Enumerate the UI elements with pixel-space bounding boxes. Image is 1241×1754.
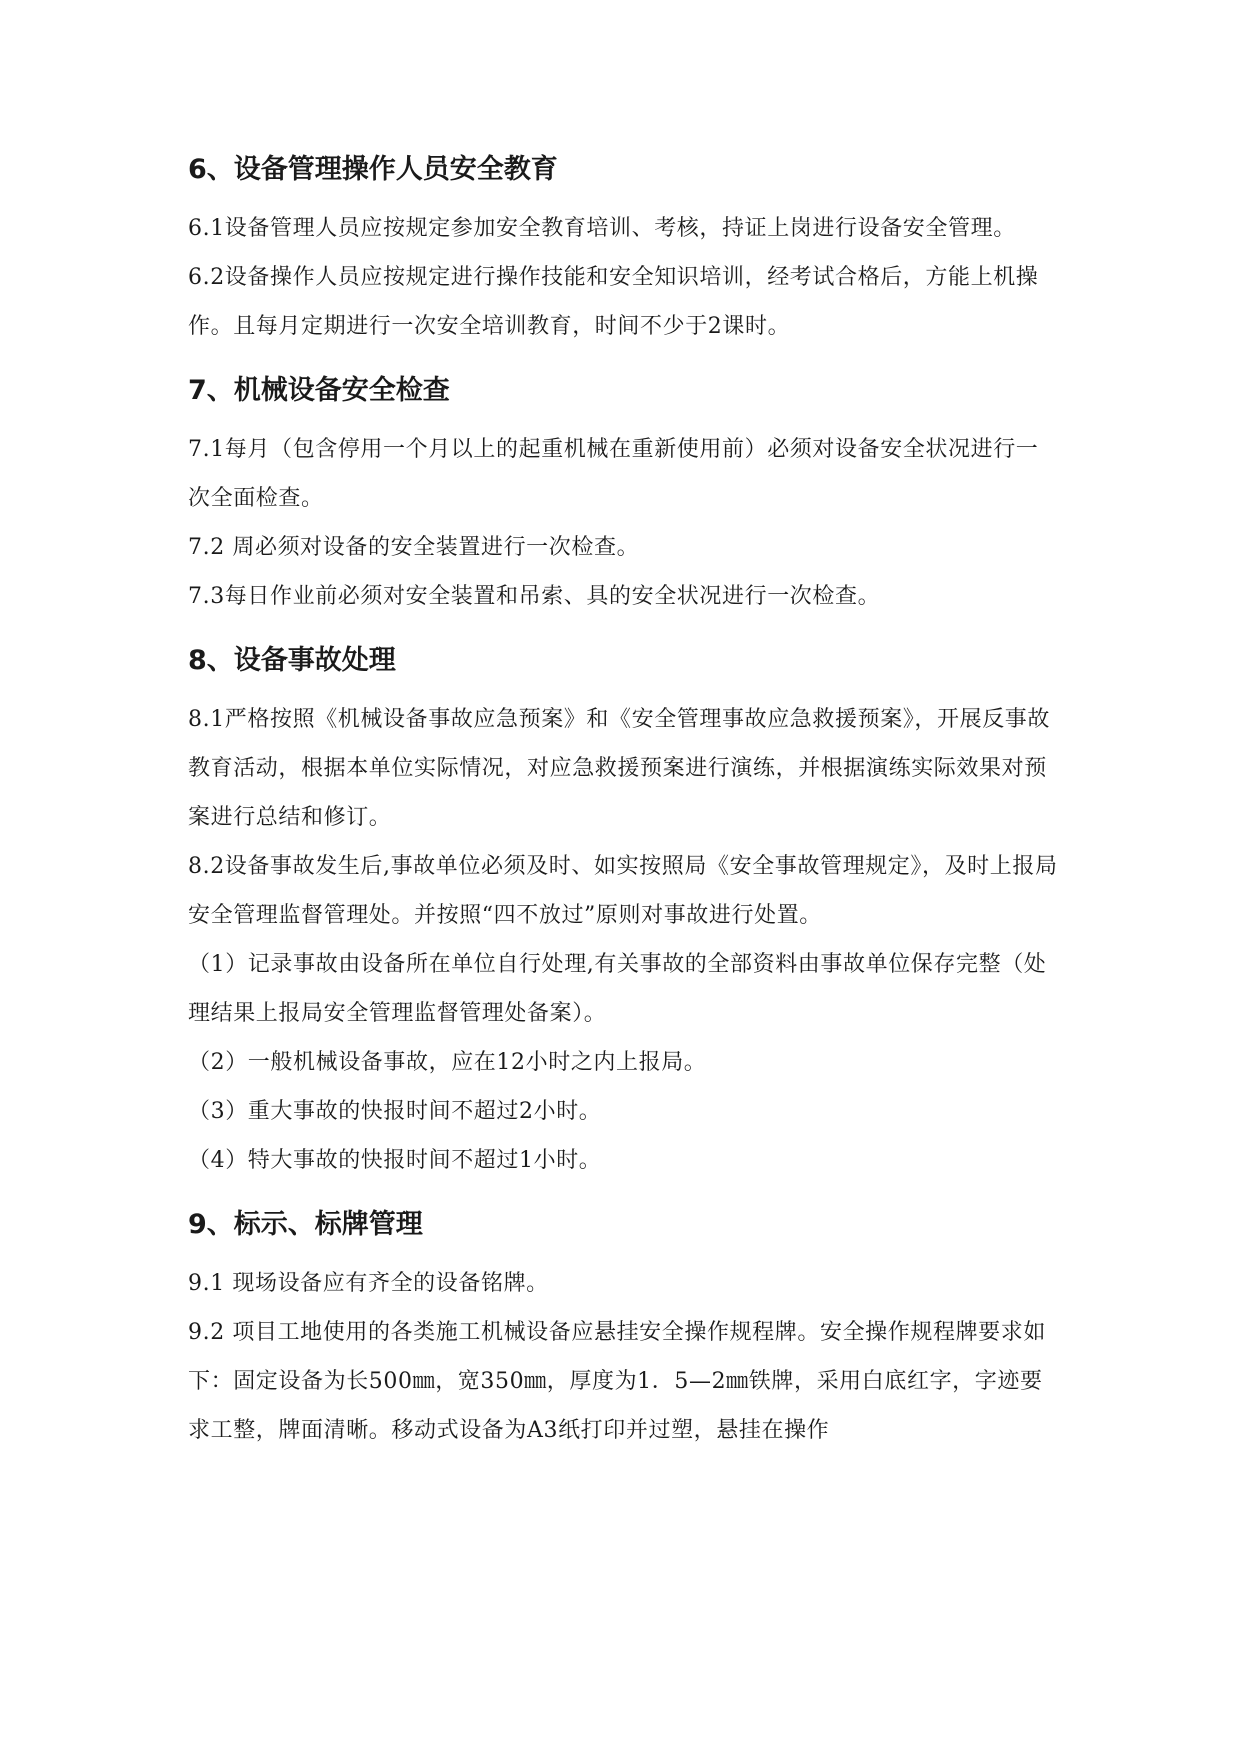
document-page bbox=[188, 150, 1060, 1455]
section-9 bbox=[188, 1205, 1060, 1455]
paragraph-6-1: 6.1设备管理人员应按规定参加安全教育培训、考核，持证上岗进行设备安全管理。 bbox=[188, 216, 1016, 241]
paragraph-8-1: 8.1严格按照《机械设备事故应急预案》和《安全管理事故应急救援预案》，开展反事故教育活动，根据本单位实际情况，对应急救援预案进行演练，并根据演练实际效果对预案进行总结和修订。 bbox=[188, 707, 1050, 830]
paragraph-8-item-2: （2）一般机械设备事故，应在12小时之内上报局。 bbox=[188, 1050, 707, 1075]
section-6 bbox=[188, 150, 1060, 351]
paragraph-8-item-4: （4）特大事故的快报时间不超过1小时。 bbox=[188, 1148, 602, 1173]
paragraph-8-2: 8.2设备事故发生后,事故单位必须及时、如实按照局《安全事故管理规定》，及时上报局安全管理监督管理处。并按照“四不放过”原则对事故进行处置。 bbox=[188, 854, 1058, 928]
paragraph-8-item-3: （3）重大事故的快报时间不超过2小时。 bbox=[188, 1099, 602, 1124]
paragraph-7-1: 7.1每月（包含停用一个月以上的起重机械在重新使用前）必须对设备安全状况进行一次全面检查。 bbox=[188, 437, 1039, 511]
section-heading: 6、设备管理操作人员安全教育 bbox=[188, 154, 558, 185]
section-7 bbox=[188, 371, 1060, 621]
section-heading: 7、机械设备安全检查 bbox=[188, 375, 450, 406]
paragraph-6-2: 6.2设备操作人员应按规定进行操作技能和安全知识培训，经考试合格后，方能上机操作。且每月定期进行一次安全培训教育，时间不少于2课时。 bbox=[188, 265, 1039, 339]
paragraph-7-2: 7.2 周必须对设备的安全装置进行一次检查。 bbox=[188, 535, 640, 560]
section-heading: 9、标示、标牌管理 bbox=[188, 1209, 423, 1240]
paragraph-9-2: 9.2 项目工地使用的各类施工机械设备应悬挂安全操作规程牌。安全操作规程牌要求如下：固定设备为长500㎜，宽350㎜，厚度为1．5—2㎜铁牌，采用白底红字，字迹要求工整，牌面清晰。移动式设备为A3纸打印并过塑，悬挂在操作 bbox=[188, 1320, 1046, 1443]
paragraph-8-item-1: （1）记录事故由设备所在单位自行处理,有关事故的全部资料由事故单位保存完整（处理结果上报局安全管理监督管理处备案）。 bbox=[188, 952, 1047, 1026]
section-8 bbox=[188, 641, 1060, 1185]
paragraph-9-1: 9.1 现场设备应有齐全的设备铭牌。 bbox=[188, 1271, 549, 1296]
section-heading: 8、设备事故处理 bbox=[188, 645, 396, 676]
paragraph-7-3: 7.3每日作业前必须对安全装置和吊索、具的安全状况进行一次检查。 bbox=[188, 584, 881, 609]
